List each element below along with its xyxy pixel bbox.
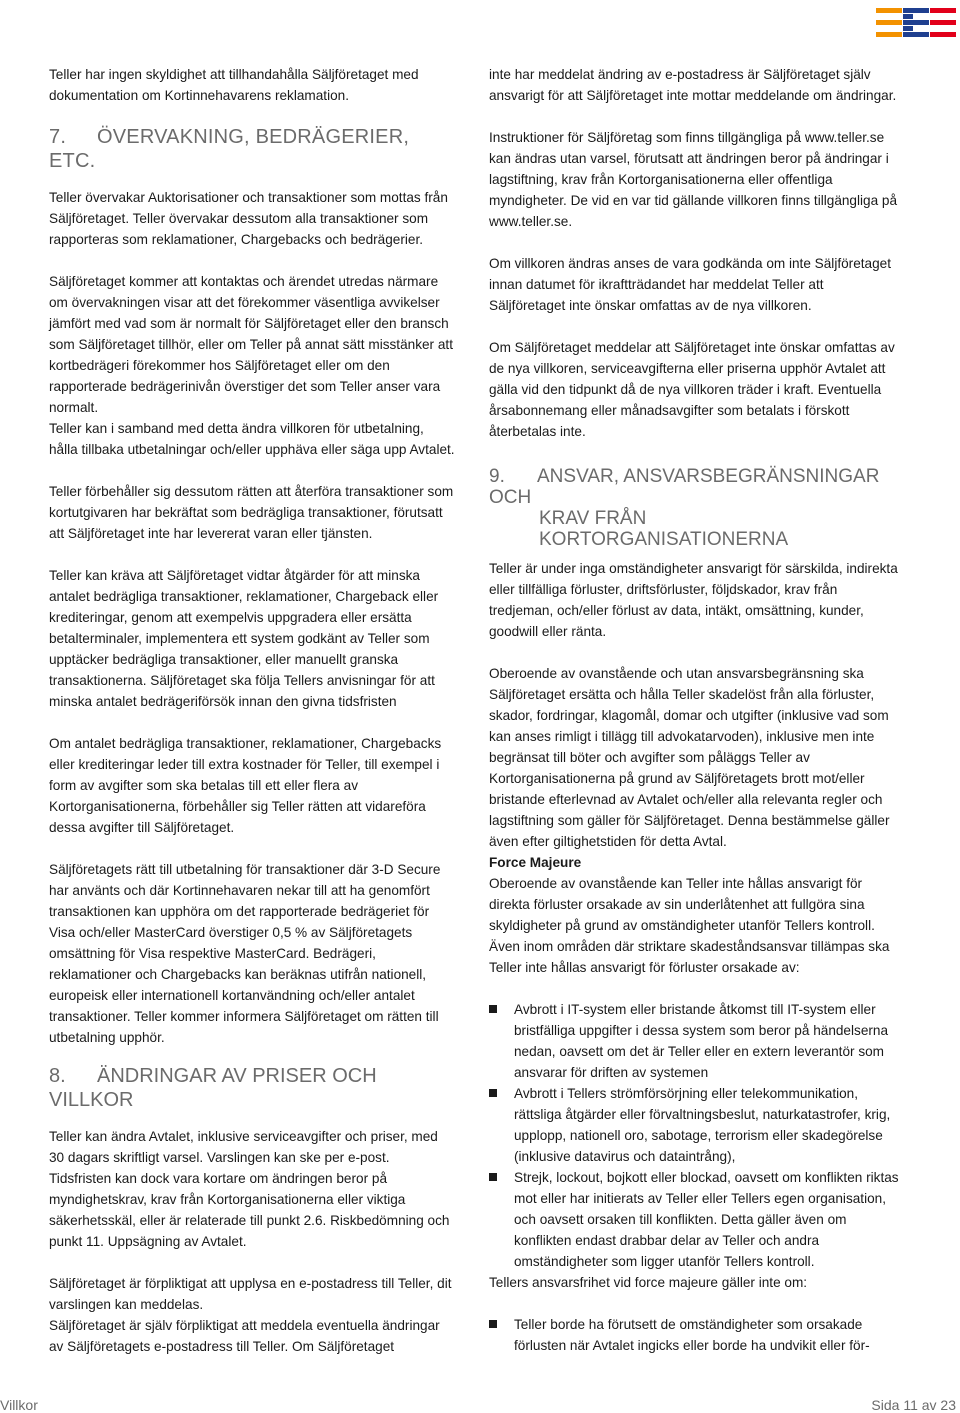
paragraph: Instruktioner för Säljföretag som finns tillgängliga på www.teller.se kan ändras utan varsel, förutsatt att ändringen beror på ändringar i lagstiftning, krav från Kortorganisationerna eller offentliga myndigheter. De vid en var tid gällande villkoren finns tillgängliga på www.teller.se.	[489, 130, 898, 229]
paragraph: Om antalet bedrägliga transaktioner, reklamationer, Chargebacks eller krediteringar leder till extra kostnader för Teller, till exempel i form av avgifter som ska betalas till ett eller flera av Kortorganisationerna, förbehåller sig Teller rätten att vidareföra dessa avgifter till Säljföretaget.	[49, 736, 442, 835]
logo-blue-bars	[903, 8, 929, 37]
section-title: ÖVERVAKNING, BEDRÄGERIER, ETC.	[49, 126, 410, 172]
list-item: Avbrott i Tellers strömförsörjning eller telekommunikation, rättsliga åtgärder eller förvaltningsbeslut, naturkatastrofer, krig, upplopp, nationell oro, sabotage, terrorism eller skadegörelse (inklusive datavirus och dataintrång),	[489, 1083, 899, 1167]
logo-red-bars	[930, 8, 956, 37]
section-title-line-2: KRAV FRÅN KORTORGANISATIONERNA	[539, 508, 789, 550]
force-majeure-heading: Force Majeure	[489, 855, 582, 870]
paragraph: Om villkoren ändras anses de vara godkända om inte Säljföretaget innan datumet för ikraftträdandet har meddelat Teller att Säljföretaget inte önskar omfattas av de nya villkoren.	[489, 256, 891, 313]
paragraph: Teller övervakar Auktorisationer och transaktioner som mottas från Säljföretaget. Teller övervakar dessutom alla transaktioner som rapporteras som reklamationer, Chargebacks och bedrägerier.	[49, 190, 448, 247]
paragraph: Säljföretagets rätt till utbetalning för transaktioner där 3-D Secure har använts och där Kortinnehavaren nekar till att ha genomfört transaktionen kan upphöra om det rapporterade bedrägeriet för Visa och/eller MasterCard överstiger 0,5 % av Säljföretagets omsättning för Visa respektive MasterCard. Bedrägeri, reklamationer och Chargebacks kan beräknas utifrån nationell, europeisk eller internationell kortanvändning och/eller antalet transaktioner. Teller kommer informera Säljföretaget om rätten till utbetalning upphör.	[49, 862, 441, 1045]
footer-page-number: Sida 11 av 23	[871, 1397, 956, 1413]
section-title-line-1: ANSVAR, ANSVARSBEGRÄNSNINGAR OCH	[489, 466, 880, 508]
section-number: 7.	[49, 126, 67, 148]
section-number: 9.	[489, 466, 505, 487]
left-column	[49, 64, 455, 1357]
footer-document-name: Villkor	[0, 1397, 38, 1413]
section-title: ÄNDRINGAR AV PRISER OCH VILLKOR	[49, 1065, 377, 1111]
logo-orange-bars	[876, 8, 902, 37]
section-heading-9	[489, 466, 899, 550]
bullet-list-2	[489, 1314, 899, 1356]
right-column	[489, 64, 899, 1356]
list-item: Teller borde ha förutsett de omständigheter som orsakade förlusten när Avtalet ingicks eller borde ha undvikit eller för-	[489, 1314, 899, 1356]
paragraph: Teller är under inga omständigheter ansvarigt för särskilda, indirekta eller tillfälliga förluster, driftsförluster, följdskador, krav från tredjeman, och/eller förlust av data, intäkt, omsättning, kunder, goodwill eller ränta.	[489, 561, 898, 639]
list-item: Strejk, lockout, bojkott eller blockad, oavsett om konflikten riktas mot eller har initierats av Teller eller Tellers egen organisation, och oavsett orsaken till konflikten. Detta gäller även om konflikten endast drabbar delar av Teller och andra omständigheter som ligger utanför Tellers kontroll.	[489, 1167, 899, 1272]
paragraph: inte har meddelat ändring av e-postadress är Säljföretaget själv ansvarigt för att Säljföretaget inte mottar meddelande om ändringar.	[489, 67, 897, 103]
paragraph: Teller kan kräva att Säljföretaget vidtar åtgärder för att minska antalet bedrägliga transaktioner, reklamationer, Chargeback eller krediteringar, genom att exempelvis uppgradera eller ersätta betalterminaler, implementera ett system godkänt av Teller som upptäcker bedrägliga transaktioner, eller manuellt granska transaktionerna. Säljföretaget ska följa Tellers anvisningar för att minska antalet bedrägeriförsök innan den givna tidsfristen	[49, 568, 439, 709]
paragraph: Teller kan i samband med detta ändra villkoren för utbetalning, hålla tillbaka utbetalningar och/eller upphäva eller säga upp Avtalet.	[49, 421, 455, 457]
section-heading-7	[49, 125, 455, 173]
paragraph: Teller har ingen skyldighet att tillhandahålla Säljföretaget med dokumentation om Kortinnehavarens reklamation.	[49, 67, 419, 103]
paragraph: Säljföretaget är förpliktigat att upplysa en e-postadress till Teller, dit varslingen kan meddelas.	[49, 1276, 452, 1312]
teller-logo-icon	[876, 6, 956, 38]
paragraph: Tellers ansvarsfrihet vid force majeure gäller inte om:	[489, 1275, 808, 1290]
paragraph: Oberoende av ovanstående och utan ansvarsbegränsning ska Säljföretaget ersätta och hålla Teller skadelöst från alla förluster, skador, fordringar, klagomål, domar och utgifter (inklusive vad som kan anses rimligt i tillägg till advokatarvoden), inklusive men inte begränsat till böter och avgifter som påläggs Teller av Kortorganisationerna på grund av Säljföretagets brott mot/eller bristande efterlevnad av Avtalet och/eller alla relevanta regler och lagstiftning som gäller för Säljföretaget. Denna bestämmelse gäller även efter giltighetstiden för detta Avtal.	[489, 666, 890, 849]
paragraph: Säljföretaget är själv förpliktigat att meddela eventuella ändringar av Säljföretagets e-postadress till Teller. Om Säljföretaget	[49, 1318, 440, 1354]
paragraph: Teller förbehåller sig dessutom rätten att återföra transaktioner som kortutgivaren har bekräftat som bedrägliga transaktioner, förutsatt att Säljföretaget inte har levererat varan eller tjänsten.	[49, 484, 454, 541]
paragraph: Säljföretaget kommer att kontaktas och ärendet utredas närmare om övervakningen visar att det förekommer väsentliga avvikelser jämfört med vad som är normalt för Säljföretaget eller den bransch som Säljföretaget tillhör, eller om Teller på annat sätt misstänker att kortbedrägeri förekommer hos Säljföretaget eller om den rapporterade bedrägerinivån överstiger det som Teller anser vara normalt.	[49, 274, 453, 415]
paragraph: Om Säljföretaget meddelar att Säljföretaget inte önskar omfattas av de nya villkoren, serviceavgifterna eller priserna upphör Avtalet att gälla vid den tidpunkt då de nya villkoren träder i kraft. Eventuella årsabonnemang eller månadsavgifter som betalats i förskott återbetalas inte.	[489, 340, 895, 439]
section-heading-8	[49, 1064, 455, 1112]
paragraph: Oberoende av ovanstående kan Teller inte hållas ansvarigt för direkta förluster orsakade av sin underlåtenhet att fullgöra sina skyldigheter på grund av omständigheter utanför Tellers kontroll. Även inom områden där striktare skadeståndsansvar tillämpas ska Teller inte hållas ansvarigt för förluster orsakade av:	[489, 876, 890, 975]
paragraph: Teller kan ändra Avtalet, inklusive serviceavgifter och priser, med 30 dagars skriftligt varsel. Varslingen kan ske per e-post. Tidsfristen kan dock vara kortare om ändringen beror på myndighetskrav, krav från Kortorganisationerna eller viktiga säkerhetsskäl, eller är relaterade till punkt 2.6. Riskbedömning och punkt 11. Uppsägning av Avtalet.	[49, 1129, 450, 1249]
bullet-list	[489, 999, 899, 1272]
list-item: Avbrott i IT-system eller bristande åtkomst till IT-system eller bristfälliga uppgifter i dessa system som beror på händelserna nedan, oavsett om det är Teller eller en extern leverantör som ansvarar för driften av systemen	[489, 999, 899, 1083]
section-number: 8.	[49, 1065, 66, 1087]
